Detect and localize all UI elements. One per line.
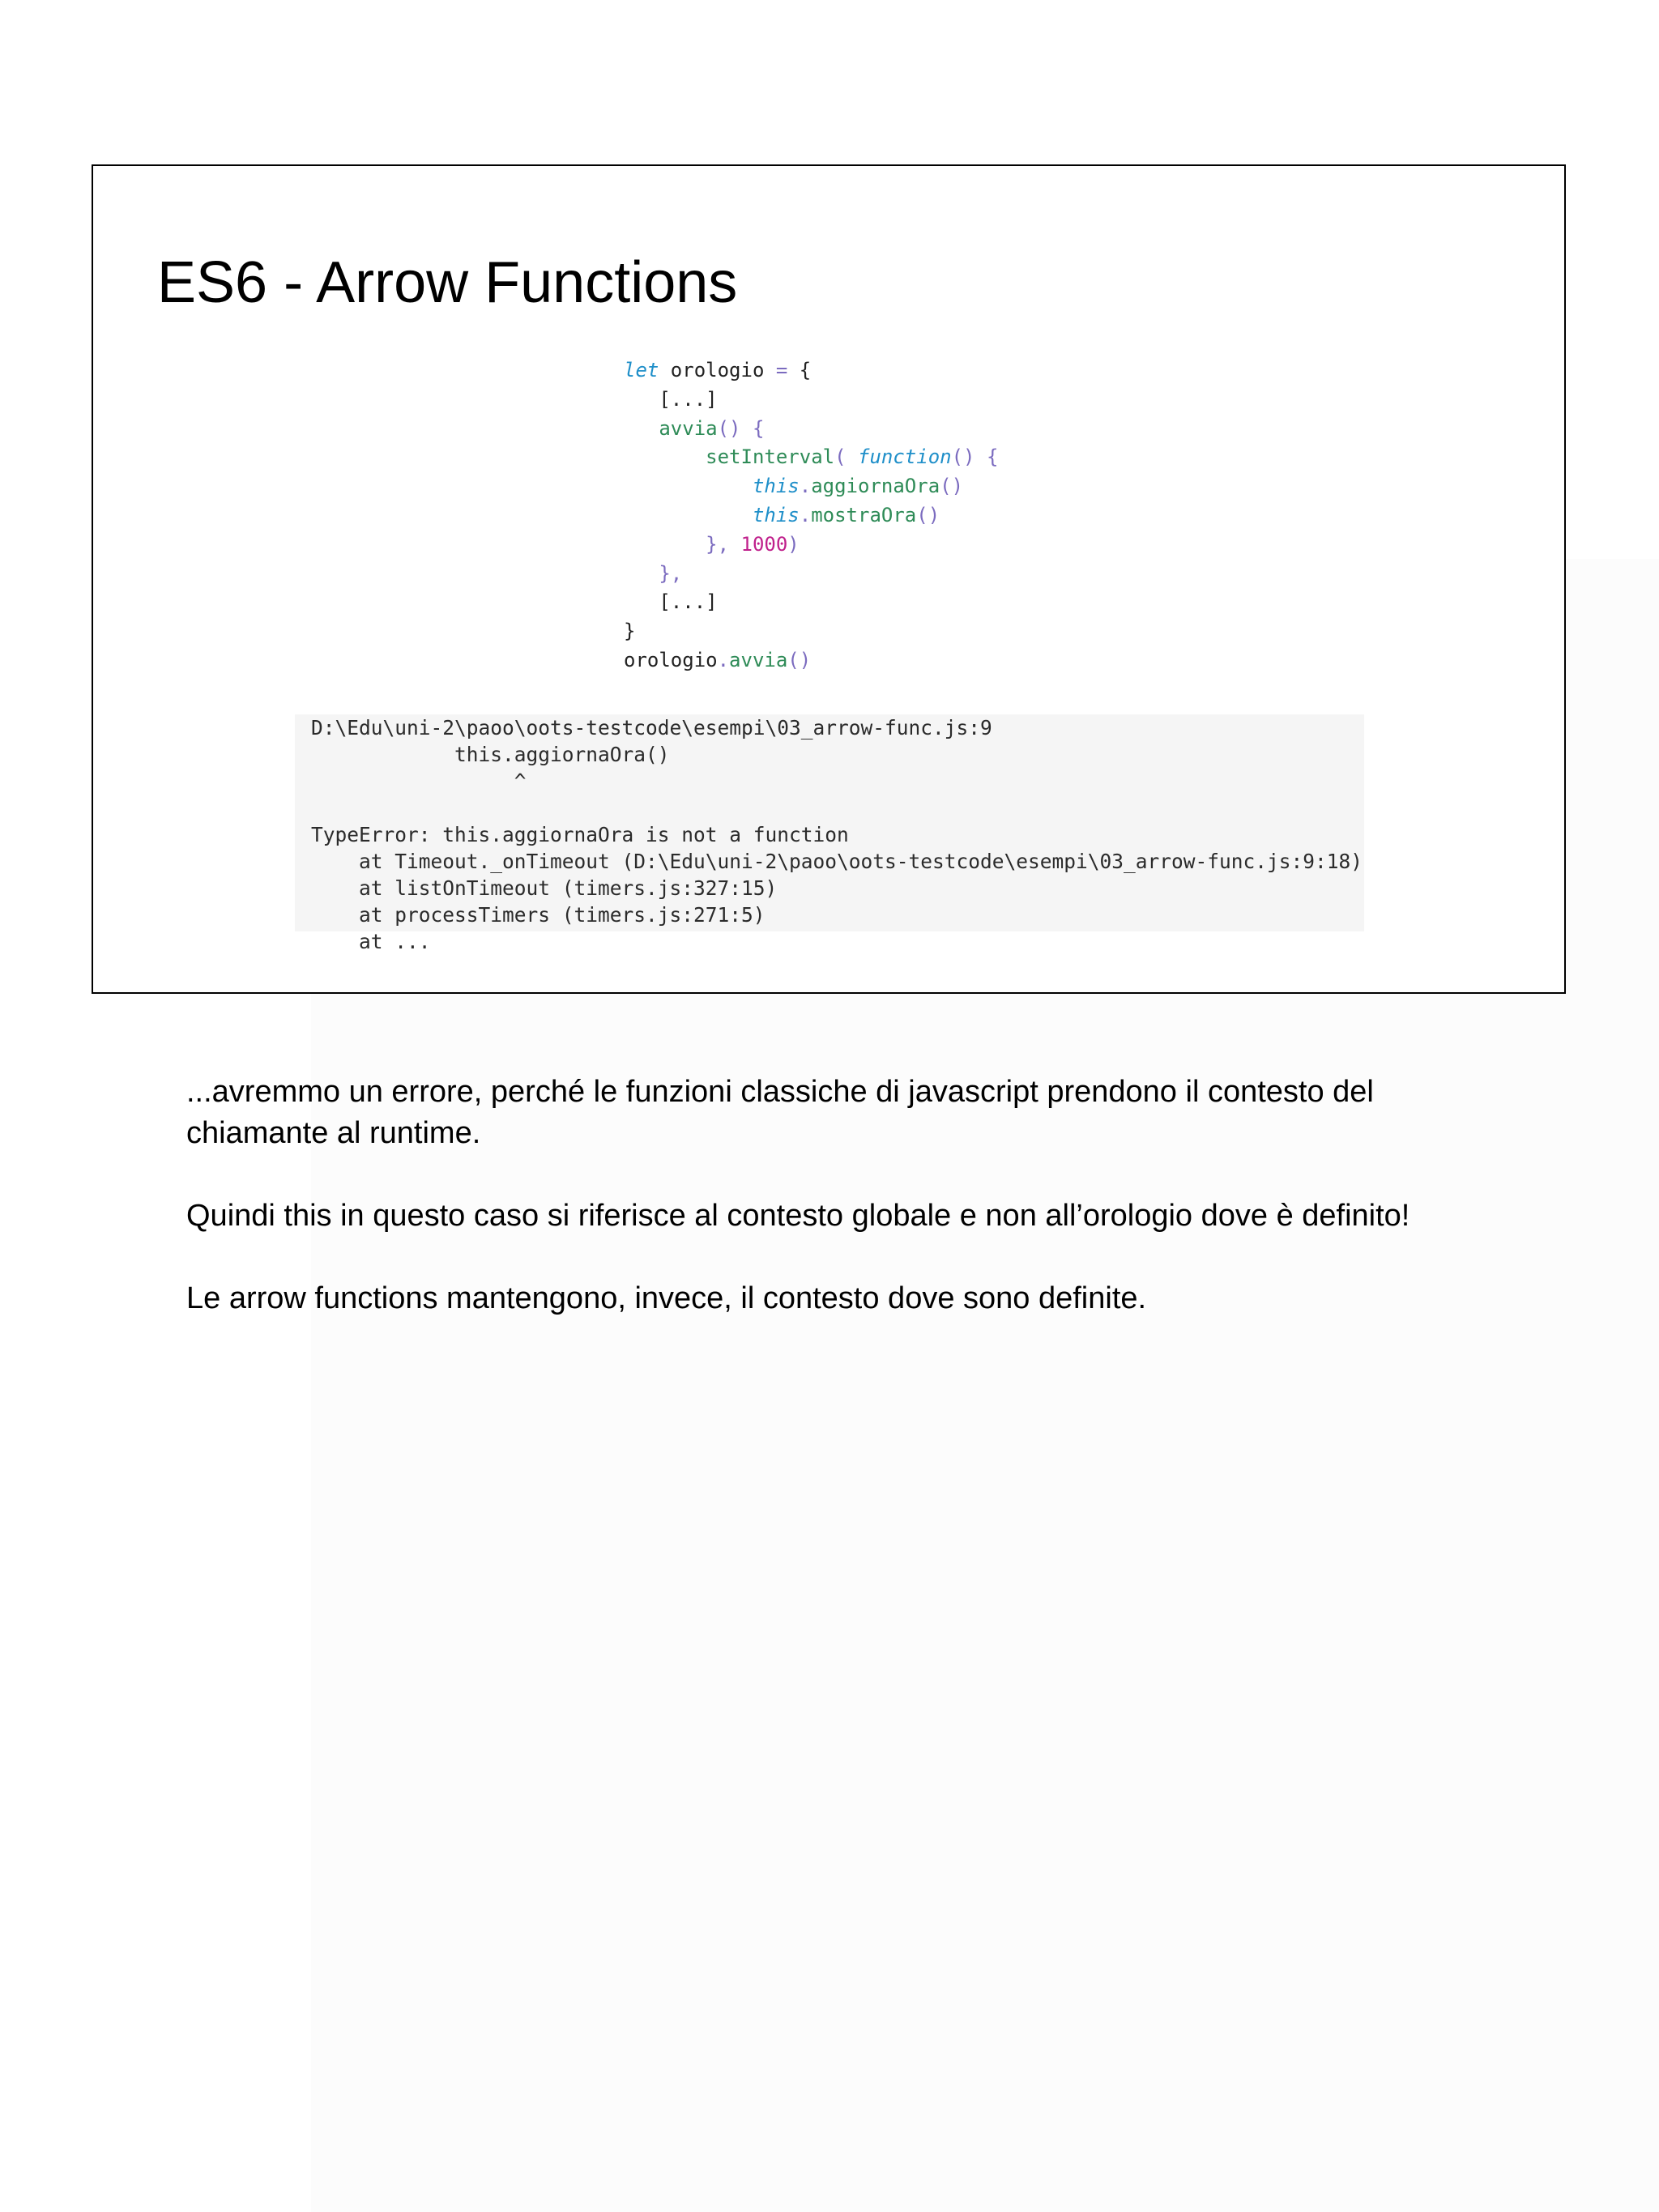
code-token: . xyxy=(799,475,812,498)
code-token: } xyxy=(624,620,636,643)
code-token: . xyxy=(717,648,730,671)
code-line xyxy=(624,531,1077,560)
code-line xyxy=(624,501,1077,531)
code-token: setInterval xyxy=(624,445,835,469)
terminal-line xyxy=(311,795,1363,821)
notes-paragraph-1: ...avremmo un errore, perché le funzioni classiche di javascript prendono il contesto del chiamante al runtime. xyxy=(186,1075,1374,1150)
code-token: aggiornaOra xyxy=(811,475,940,498)
code-line xyxy=(624,356,1077,386)
code-token: ( xyxy=(834,445,858,469)
code-token: [...] xyxy=(624,590,718,614)
code-token: this xyxy=(624,503,800,526)
slide-frame xyxy=(92,164,1566,994)
terminal-line: TypeError: this.aggiornaOra is not a function xyxy=(311,823,849,846)
code-token: { xyxy=(787,359,812,381)
code-line xyxy=(624,617,1077,646)
code-token: . xyxy=(799,503,812,526)
code-token: [...] xyxy=(624,387,718,411)
code-token: avvia xyxy=(624,416,718,440)
code-line xyxy=(624,415,1077,444)
code-token: mostraOra xyxy=(811,503,917,526)
code-token: orologio xyxy=(659,359,776,381)
terminal-output xyxy=(295,714,1364,953)
notes-paragraph-2: Quindi this in questo caso si riferisce al contesto globale e non all’orologio dove è definito! xyxy=(186,1199,1410,1233)
terminal-line: at ... xyxy=(311,930,431,953)
terminal-line: D:\Edu\uni-2\paoo\oots-testcode\esempi\03_arrow-func.js:9 xyxy=(311,716,992,739)
code-token: 1000 xyxy=(740,532,788,556)
terminal-line: at processTimers (timers.js:271:5) xyxy=(311,903,766,927)
code-token: }, xyxy=(624,532,741,556)
code-line xyxy=(624,443,1077,472)
code-token: () xyxy=(787,648,812,671)
code-token: let xyxy=(624,359,659,381)
code-token: () xyxy=(940,475,964,498)
code-token: this xyxy=(624,475,800,498)
code-snippet xyxy=(624,356,1077,676)
code-token: }, xyxy=(624,561,683,585)
terminal-line: at listOnTimeout (timers.js:327:15) xyxy=(311,876,778,900)
code-token: orologio xyxy=(624,648,718,671)
code-token: () { xyxy=(951,445,999,469)
code-token: = xyxy=(775,359,788,381)
code-token: () xyxy=(916,503,940,526)
terminal-line: ^ xyxy=(311,769,527,793)
code-line xyxy=(624,472,1077,501)
code-line xyxy=(624,646,1077,676)
code-token: () { xyxy=(717,416,765,440)
terminal-lines xyxy=(311,714,1363,955)
code-token: avvia xyxy=(729,648,788,671)
code-line xyxy=(624,560,1077,589)
speaker-notes xyxy=(186,1072,1499,1361)
code-token: ) xyxy=(787,532,800,556)
notes-paragraph-3: Le arrow functions mantengono, invece, il contesto dove sono definite. xyxy=(186,1281,1147,1315)
code-line xyxy=(624,386,1077,415)
code-line xyxy=(624,588,1077,617)
slide-title: ES6 - Arrow Functions xyxy=(157,250,738,315)
terminal-line: at Timeout._onTimeout (D:\Edu\uni-2\paoo\oots-testcode\esempi\03_arrow-func.js:9:18) xyxy=(311,850,1363,873)
terminal-line: this.aggiornaOra() xyxy=(311,743,670,766)
code-token: function xyxy=(858,445,952,469)
